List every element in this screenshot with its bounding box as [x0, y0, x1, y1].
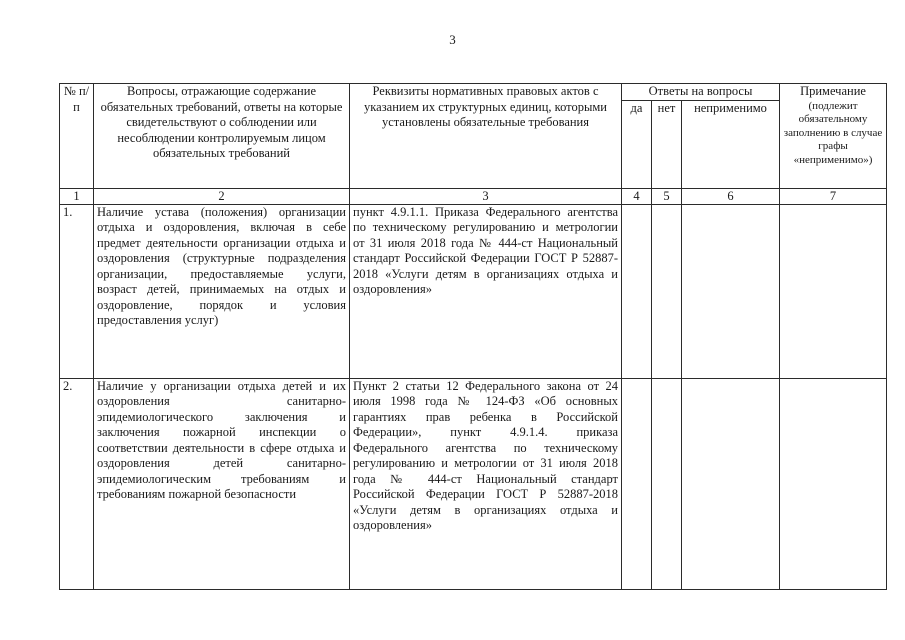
column-number: 7	[780, 188, 887, 204]
answer-yes-cell[interactable]	[622, 204, 652, 378]
note-cell[interactable]	[780, 204, 887, 378]
row-number: 2.	[60, 378, 94, 589]
column-number: 6	[682, 188, 780, 204]
header-yes: да	[622, 100, 652, 188]
header-answers: Ответы на вопросы	[622, 84, 780, 101]
answer-no-cell[interactable]	[652, 378, 682, 589]
row-requisite: пункт 4.9.1.1. Приказа Федерального агентства по техническому регулированию и метрологии от 31 июля 2018 года № 444-ст Национальный стандарт Российской Федерации ГОСТ Р 52887-2018 «Услуги детям в организациях отдыха и оздоровления»	[350, 204, 622, 378]
column-number: 5	[652, 188, 682, 204]
header-questions: Вопросы, отражающие содержание обязательных требований, ответы на которые свидетельствуют о соблюдении или несоблюдении контролируемым лицом обязательных требований	[94, 84, 350, 189]
table-row	[60, 204, 887, 378]
checklist-table	[59, 83, 887, 590]
answer-na-cell[interactable]	[682, 378, 780, 589]
page-number: 3	[449, 32, 456, 47]
column-number: 2	[94, 188, 350, 204]
column-number: 3	[350, 188, 622, 204]
row-question: Наличие устава (положения) организации отдыха и оздоровления, включая в себе предмет деятельности организации отдыха и оздоровления (структурные подразделения организации, предоставляемые услуги, возраст детей, принимаемых на отдых и оздоровление, порядок и условия предоставления услуг)	[94, 204, 350, 378]
header-na: неприменимо	[682, 100, 780, 188]
column-number: 4	[622, 188, 652, 204]
header-no: нет	[652, 100, 682, 188]
header-row	[60, 84, 887, 101]
table-row	[60, 378, 887, 589]
column-number: 1	[60, 188, 94, 204]
row-question: Наличие у организации отдыха детей и их оздоровления санитарно-эпидемиологического заключения и заключения пожарной инспекции о соответствии деятельности в сфере отдыха и оздоровления детей санитарно-эпидемиологическим требованиям и требованиям пожарной безопасности	[94, 378, 350, 589]
header-num: № п/п	[60, 84, 94, 189]
row-number: 1.	[60, 204, 94, 378]
column-number-row	[60, 188, 887, 204]
header-note-sub: (подлежит обязательному заполнению в случае графы «неприменимо»)	[783, 99, 883, 166]
answer-yes-cell[interactable]	[622, 378, 652, 589]
answer-na-cell[interactable]	[682, 204, 780, 378]
header-note-title: Примечание	[800, 84, 866, 98]
row-requisite: Пункт 2 статьи 12 Федерального закона от 24 июля 1998 года № 124-ФЗ «Об основных гарантиях прав ребенка в Российской Федерации», пункт 4.9.1.4. приказа Федерального агентства по техническому регулированию и метрологии от 31 июля 2018 года № 444-ст Национальный стандарт Российской Федерации ГОСТ Р 52887-2018 «Услуги детям в организациях отдыха и оздоровления»	[350, 378, 622, 589]
answer-no-cell[interactable]	[652, 204, 682, 378]
header-requisites: Реквизиты нормативных правовых актов с указанием их структурных единиц, которыми установлены обязательные требования	[350, 84, 622, 189]
note-cell[interactable]	[780, 378, 887, 589]
header-note	[780, 84, 887, 189]
